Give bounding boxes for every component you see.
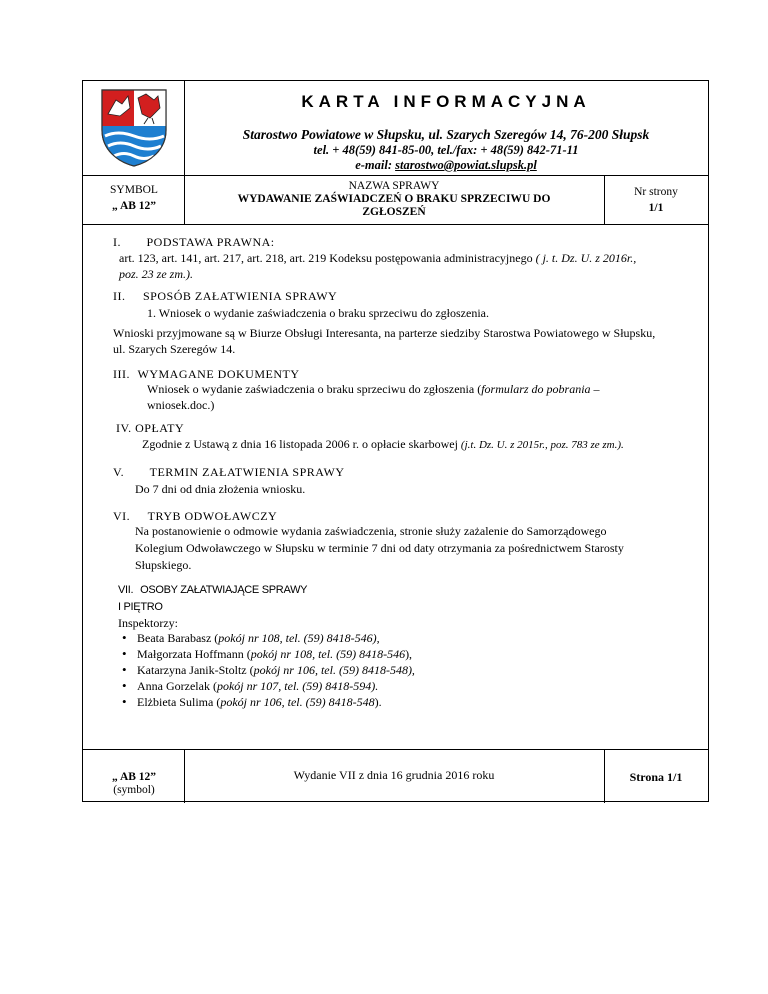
office-email-line	[184, 158, 708, 173]
form-filename: wniosek.doc.)	[147, 398, 215, 412]
case-name: WYDAWANIE ZAŚWIADCZEŃ O BRAKU SPRZECIWU DO	[237, 193, 551, 205]
case-name-cont: ZGŁOSZEŃ	[362, 206, 426, 218]
section-5-text: Do 7 dni od dnia złożenia wniosku.	[135, 482, 306, 496]
symbol-value: „ AB 12”	[111, 200, 157, 212]
form-download-note: formularz do pobrania –	[481, 382, 600, 396]
staff-item	[118, 694, 415, 710]
section-3-text	[147, 381, 699, 413]
section-7-title: OSOBY ZAŁATWIAJĄCE SPRAWY	[140, 584, 308, 596]
section-2-heading	[113, 288, 337, 304]
section-3-number: III.	[113, 367, 130, 381]
section-6-number: VI.	[113, 509, 131, 523]
legal-basis-citation: ( j. t. Dz. U. z 2016r.,	[535, 251, 637, 265]
staff-item	[118, 630, 415, 646]
fees-citation: (j.t. Dz. U. z 2015r., poz. 783 ze zm.).	[460, 439, 624, 451]
email-link[interactable]: starostwo@powiat.slupsk.pl	[395, 158, 537, 172]
staff-name: Katarzyna Janik-Stoltz (	[137, 663, 254, 677]
appeal-text-1: Na postanowienie o odmowie wydania zaświadczenia, stronie służy zażalenie do Samorządowego	[135, 524, 607, 538]
document-title: KARTA INFORMACYJNA	[301, 92, 591, 111]
staff-tail: ),	[405, 647, 413, 661]
page-value: 1/1	[648, 202, 664, 214]
section-2-title: SPOSÓB ZAŁATWIENIA SPRAWY	[143, 289, 338, 303]
submission-address: ul. Szarych Szeregów 14.	[113, 342, 236, 356]
footer-symbol-note: (symbol)	[113, 784, 155, 796]
submission-info: Wnioski przyjmowane są w Biurze Obsługi Interesanta, na parterze siedziby Starostwa Powiatowego w Słupsku,	[113, 326, 656, 340]
footer-divider	[83, 749, 708, 750]
section-6-text	[135, 523, 699, 574]
required-document: Wniosek o wydanie zaświadczenia o braku sprzeciwu do zgłoszenia (	[147, 382, 482, 396]
symbol-cell	[84, 184, 184, 213]
staff-tail: ).	[374, 695, 382, 709]
legal-basis-text: art. 123, art. 141, art. 217, art. 218, art. 219 Kodeksu postępowania administracyjnego	[119, 251, 536, 265]
staff-contact: pokój nr 106, tel. (59) 8418-548	[220, 695, 375, 709]
case-label: NAZWA SPRAWY	[348, 180, 440, 192]
staff-contact: pokój nr 107, tel. (59) 8418-594).	[216, 679, 379, 693]
page-label: Nr strony	[634, 186, 678, 198]
staff-name: Beata Barabasz (	[137, 631, 219, 645]
staff-name: Elżbieta Sulima (	[137, 695, 221, 709]
email-prefix: e-mail:	[355, 158, 396, 172]
staff-name: Małgorzata Hoffmann (	[137, 647, 251, 661]
staff-contact: pokój nr 108, tel. (59) 8418-546	[250, 647, 406, 661]
coat-of-arms-logo	[88, 86, 180, 168]
staff-item	[118, 646, 415, 662]
section-4-text	[142, 436, 624, 453]
staff-name: Anna Gorzelak (	[137, 679, 217, 693]
footer-page: Strona 1/1	[629, 770, 683, 784]
staff-item	[118, 662, 415, 678]
footer-symbol-cell	[84, 771, 184, 797]
office-address: Starostwo Powiatowe w Słupsku, ul. Szarych Szeregów 14, 76-200 Słupsk	[242, 127, 650, 142]
symbol-label: SYMBOL	[110, 184, 158, 196]
fees-text: Zgodnie z Ustawą z dnia 16 listopada 2006 r. o opłacie skarbowej	[142, 437, 461, 451]
section-5-number: V.	[113, 465, 125, 479]
section-2-paragraph	[113, 325, 701, 357]
section-2-number: II.	[113, 289, 126, 303]
case-cell	[184, 180, 604, 219]
info-row-divider	[83, 224, 708, 225]
section-7-heading	[118, 582, 307, 598]
role-label: Inspektorzy:	[118, 616, 178, 630]
section-1-title: PODSTAWA PRAWNA:	[146, 235, 275, 249]
footer-edition: Wydanie VII z dnia 16 grudnia 2016 roku	[293, 768, 495, 782]
section-1-text	[119, 250, 699, 282]
office-phone: tel. + 48(59) 841-85-00, tel./fax: + 48(59) 842-71-11	[313, 143, 579, 157]
floor-label: I PIĘTRO	[118, 601, 163, 613]
page-cell	[604, 186, 708, 215]
section-1-heading	[113, 234, 275, 250]
header-divider	[83, 175, 708, 176]
staff-contact: pokój nr 108, tel. (59) 8418-546),	[218, 631, 380, 645]
footer-symbol: „ AB 12”	[111, 771, 157, 783]
section-4-number: IV.	[116, 421, 132, 435]
section-2-item: 1. Wniosek o wydanie zaświadczenia o braku sprzeciwu do zgłoszenia.	[147, 306, 489, 320]
staff-list	[118, 630, 415, 710]
staff-contact: pokój nr 106, tel. (59) 8418-548),	[253, 663, 415, 677]
section-7-number: VII.	[118, 584, 134, 596]
appeal-text-2: Kolegium Odwoławczego w Słupsku w terminie 7 dni od daty otrzymania za pośrednictwem Starosty	[135, 541, 624, 555]
section-4-title: OPŁATY	[135, 421, 185, 435]
section-6-heading	[113, 508, 277, 524]
section-3-title: WYMAGANE DOKUMENTY	[137, 367, 300, 381]
appeal-text-3: Słupskiego.	[135, 558, 192, 572]
section-1-number: I.	[113, 235, 121, 249]
section-3-heading	[113, 366, 299, 382]
section-5-heading	[113, 464, 344, 480]
staff-item	[118, 678, 415, 694]
section-5-title: TERMIN ZAŁATWIENIA SPRAWY	[149, 465, 345, 479]
section-4-heading	[116, 420, 184, 436]
section-6-title: TRYB ODWOŁAWCZY	[147, 509, 278, 523]
legal-basis-citation-cont: poz. 23 ze zm.).	[119, 267, 193, 281]
